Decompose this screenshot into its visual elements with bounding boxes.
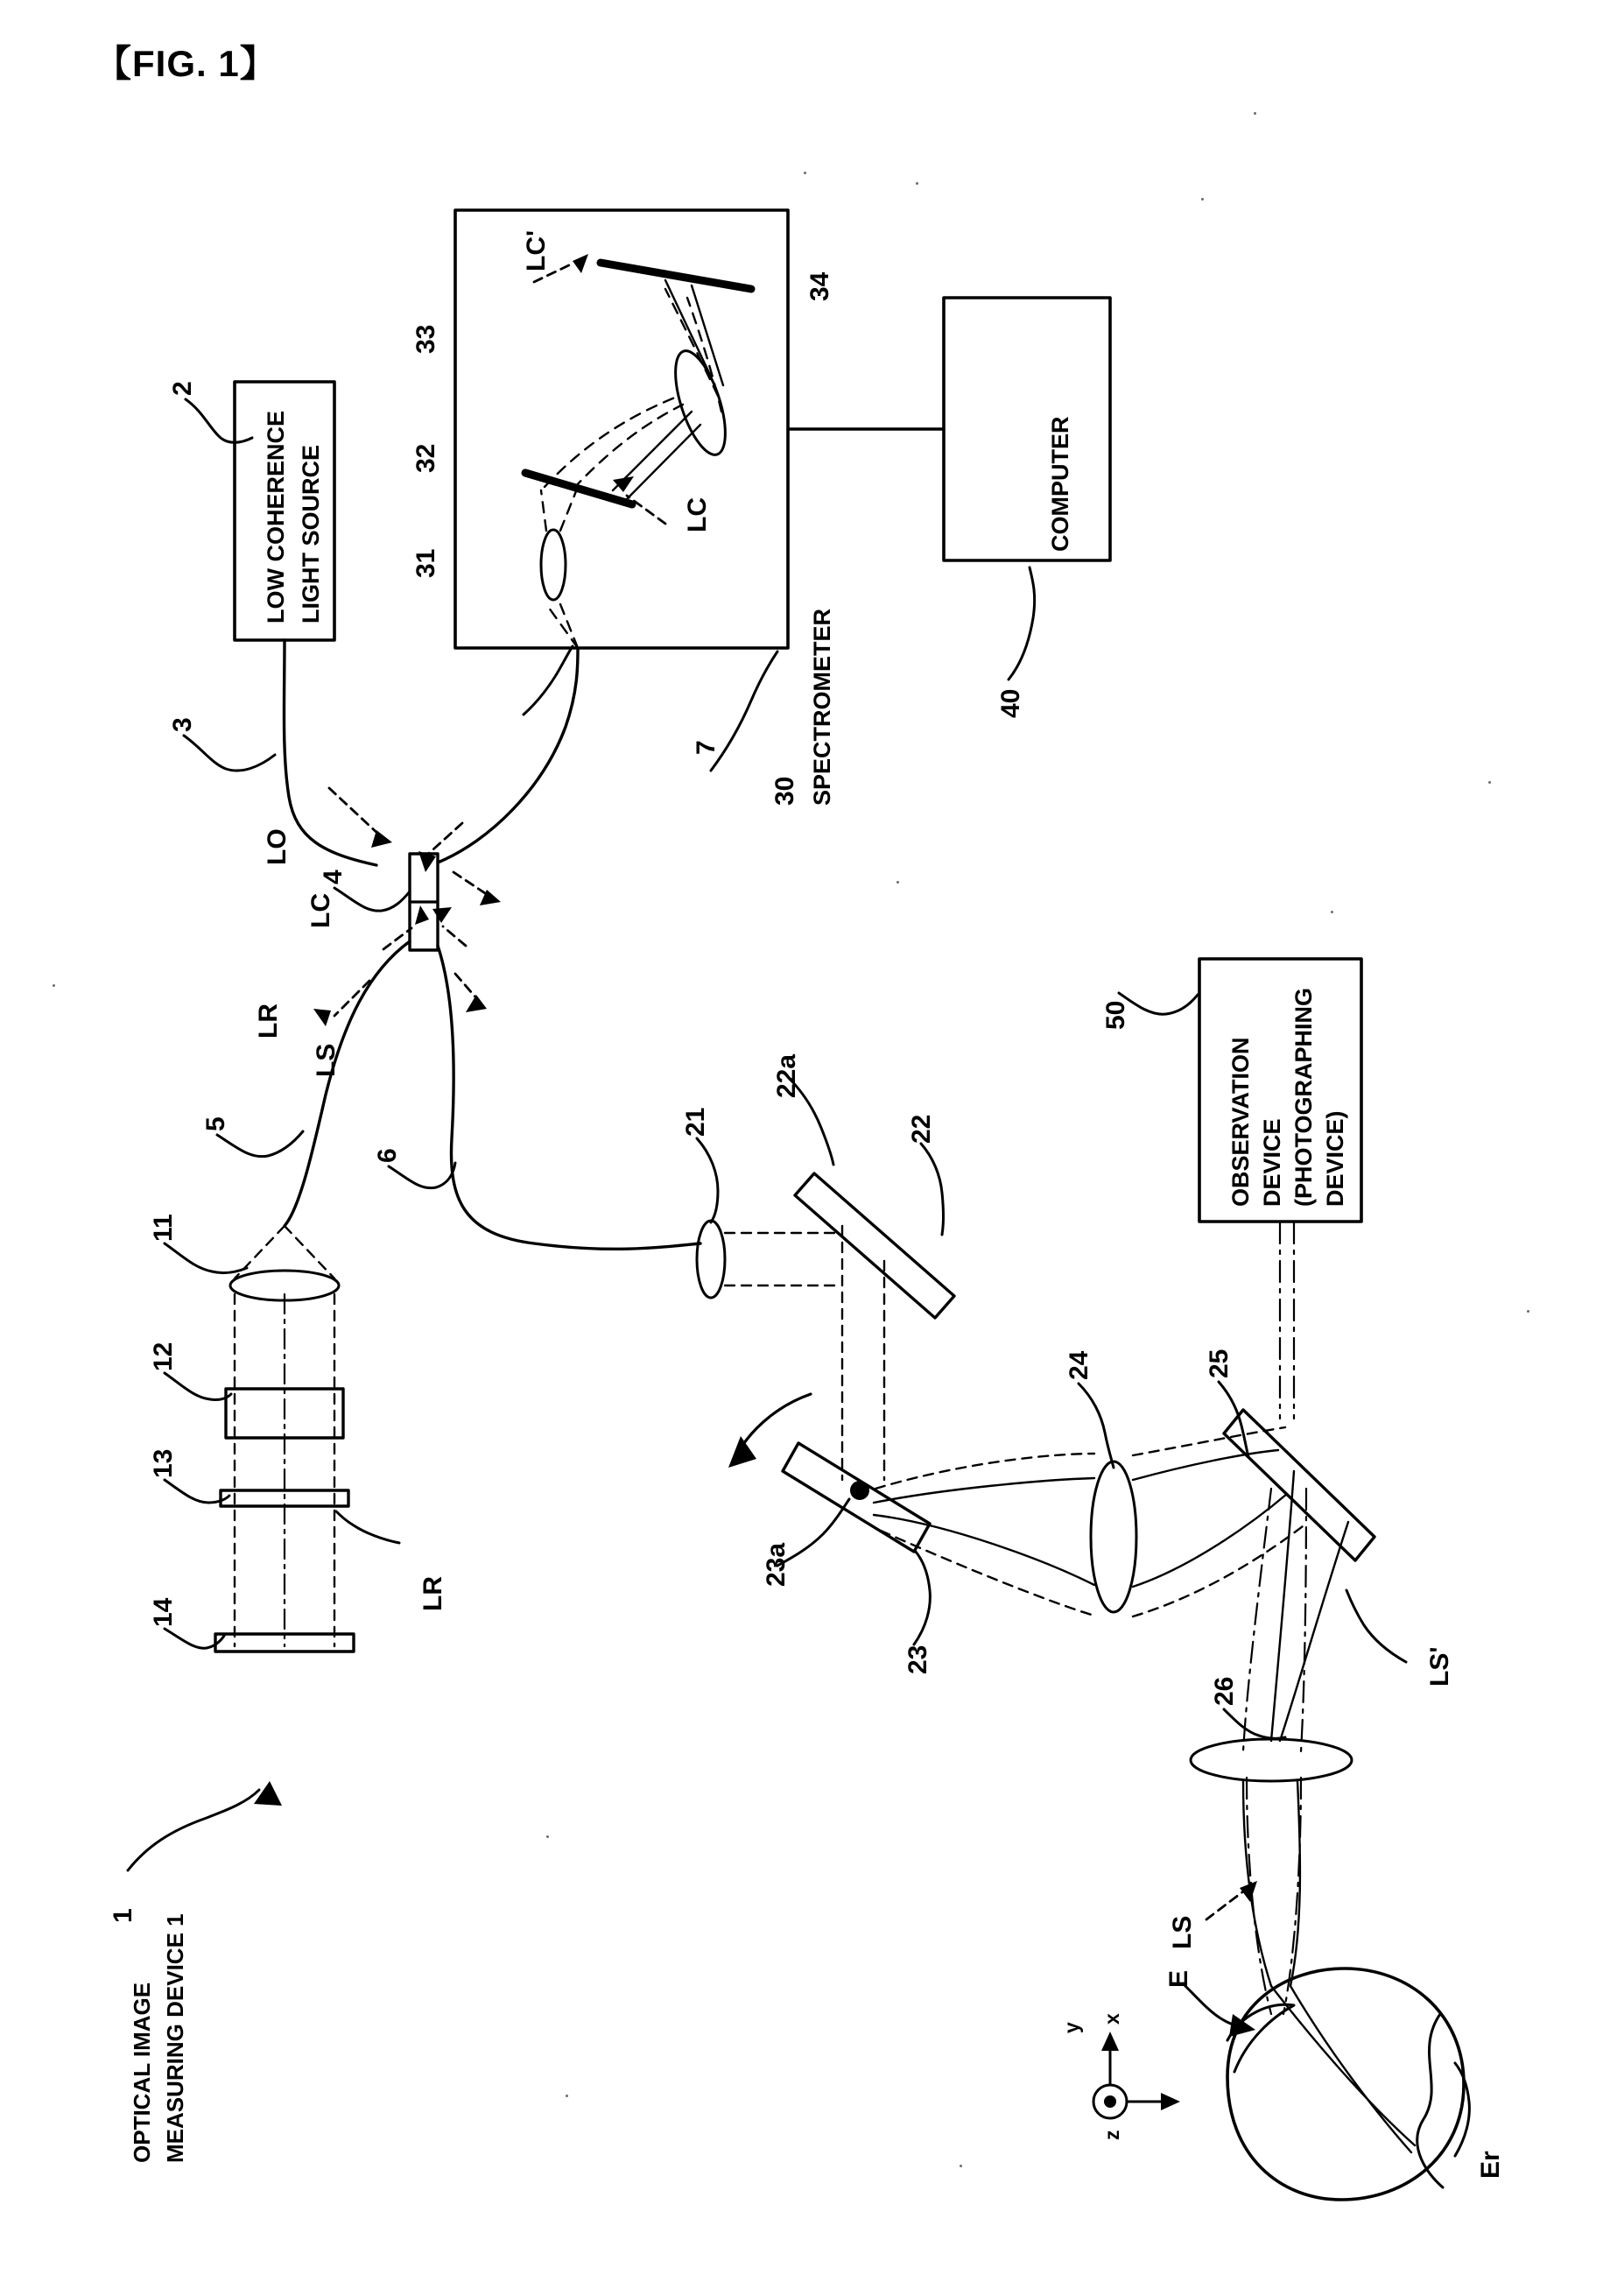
ref-30: 30: [770, 776, 799, 806]
ref-22: 22: [907, 1114, 936, 1144]
ref-25: 25: [1205, 1349, 1234, 1378]
ref-31: 31: [411, 548, 440, 578]
light-source-label-line2: LIGHT SOURCE: [298, 444, 324, 623]
axis-label-y: y: [1060, 2022, 1083, 2033]
label-LR-coupler: LR: [254, 1004, 283, 1039]
figure-caption-line2: MEASURING DEVICE 1: [162, 1913, 188, 2163]
label-LS-coupler: LS: [312, 1043, 341, 1077]
spectrometer-label: SPECTROMETER: [809, 608, 835, 806]
label-LO: LO: [263, 828, 292, 865]
observation-label-line4: DEVICE): [1322, 1110, 1348, 1207]
ref-22a: 22a: [772, 1053, 801, 1098]
label-LC-spectrometer: LC: [683, 497, 712, 532]
ref-13: 13: [149, 1448, 178, 1478]
observation-label-line1: OBSERVATION: [1227, 1037, 1254, 1207]
label-LC-prime: LC': [522, 229, 551, 271]
ref-23a: 23a: [762, 1542, 791, 1587]
ref-3: 3: [168, 717, 197, 732]
label-eye-E: E: [1164, 1969, 1193, 1988]
ref-33: 33: [411, 324, 440, 354]
ref-11: 11: [149, 1214, 178, 1242]
figure-label: 【FIG. 1】: [95, 43, 278, 84]
ref-21: 21: [681, 1107, 710, 1137]
axis-label-x: x: [1100, 2013, 1123, 2025]
ref-6: 6: [373, 1148, 402, 1163]
label-LS-eye: LS: [1168, 1915, 1197, 1949]
label-LS-prime: LS': [1425, 1646, 1454, 1687]
observation-label-line2: DEVICE: [1259, 1118, 1285, 1207]
light-source-label-line1: LOW COHERENCE: [263, 411, 289, 623]
ref-23: 23: [903, 1645, 932, 1674]
figure-caption-line1: OPTICAL IMAGE: [129, 1982, 155, 2163]
observation-label-line3: (PHOTOGRAPHING: [1290, 987, 1317, 1207]
ref-4: 4: [319, 870, 348, 884]
ref-40: 40: [996, 688, 1025, 718]
ref-24: 24: [1065, 1350, 1093, 1380]
ref-7: 7: [692, 740, 721, 755]
ref-50: 50: [1101, 1000, 1130, 1030]
ref-14: 14: [149, 1597, 178, 1627]
ref-26: 26: [1210, 1676, 1239, 1706]
label-LR-arm: LR: [418, 1576, 447, 1611]
computer-label: COMPUTER: [1047, 416, 1073, 552]
ref-34: 34: [805, 271, 834, 301]
ref-5: 5: [201, 1116, 230, 1131]
ref-2: 2: [168, 381, 197, 396]
label-LC-coupler: LC: [306, 893, 335, 928]
ref-12: 12: [149, 1342, 178, 1371]
device-ref-1: 1: [109, 1908, 137, 1923]
ref-32: 32: [411, 443, 440, 473]
axis-label-z: z: [1100, 2130, 1123, 2140]
label-fundus-Er: Er: [1476, 2151, 1505, 2179]
